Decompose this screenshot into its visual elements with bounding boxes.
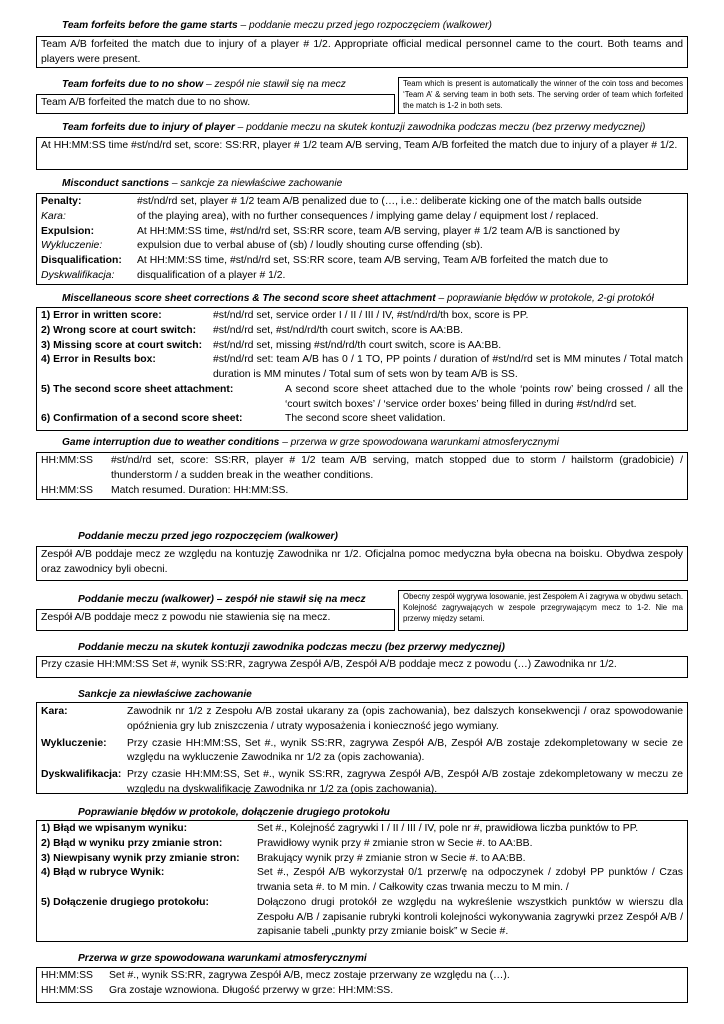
pl-misconduct-row: Kara: Zawodnik nr 1/2 z Zespołu A/B został ukarany za (opis zachowania), bez dalszych konsekwencji / oraz spowodowanie opóźnienia gry lub zniszczenia / utraty wyposażenia i konieczność jego wymiany. bbox=[41, 706, 683, 732]
pl-heading-injury: Poddanie meczu na skutek kontuzji zawodnika podczas meczu (bez przerwy medycznej) bbox=[78, 642, 505, 653]
en-heading-injury: Team forfeits due to injury of player – poddanie meczu na skutek kontuzji zawodnika podczas meczu (bez przerwy medycznej) bbox=[62, 122, 646, 133]
en-heading-walkover: Team forfeits before the game starts – poddanie meczu przed jego rozpoczęciem (walkower) bbox=[62, 20, 492, 31]
pl-weather-row: HH:MM:SS Set #., wynik SS:RR, zagrywa Zespół A/B, mecz zostaje przerwany ze względu na (…). bbox=[41, 970, 510, 981]
pl-heading-misconduct: Sankcje za niewłaściwe zachowanie bbox=[78, 689, 252, 700]
pl-weather-row: HH:MM:SS Gra zostaje wznowiona. Długość przerwy w grze: HH:MM:SS. bbox=[41, 984, 394, 996]
en-weather-row: HH:MM:SS #st/nd/rd set, score: SS:RR, player # 1/2 team A/B serving, match stopped due to storm / hailstorm (gradobicie) / thunderstorm / a sudden break in the weather conditions. bbox=[41, 455, 683, 481]
en-misconduct-disqualification: Disqualification: Dyskwalifikacja: At HH:MM:SS time, #st/nd/rd set, SS:RR score, team A/B serving, Team A/B forfeited the match due to disqualification of a player # 1/2. bbox=[41, 255, 609, 281]
pl-heading-no-show: Poddanie meczu (walkower) – zespół nie stawił się na mecz bbox=[78, 594, 366, 605]
pl-heading-corrections: Poprawianie błędów w protokole, dołączenie drugiego protokołu bbox=[78, 807, 390, 818]
en-heading-no-show: Team forfeits due to no show – zespół nie stawił się na mecz bbox=[62, 79, 346, 90]
en-no-show-note: Team which is present is automatically the winner of the coin toss and becomes ‘Team A’ & serving team in both sets. The serving order of team which forfeited the match is 1-2 in both sets. bbox=[398, 77, 688, 114]
en-misconduct-expulsion: Expulsion: Wykluczenie: At HH:MM:SS time, #st/nd/rd set, SS:RR score, team A/B serving, player # 1/2 team A/B is sanctioned by expulsion due to verbal abuse of (sb) / loudly shouting curse offending (sb). bbox=[41, 225, 620, 252]
pl-correction-row: 3) Niewpisany wynik przy zmianie stron: Brakujący wynik przy # zmianie stron w Secie #. to AA:BB. bbox=[41, 852, 526, 864]
pl-heading-weather: Przerwa w grze spowodowana warunkami atmosferycznymi bbox=[78, 953, 367, 964]
en-correction-row: 6) Confirmation of a second score sheet: The second score sheet validation. bbox=[41, 413, 446, 425]
en-correction-row: 2) Wrong score at court switch: #st/nd/rd set, #st/nd/rd/th court switch, score is AA:BB. bbox=[41, 324, 464, 336]
pl-correction-row: 2) Błąd w wyniku przy zmianie stron: Prawidłowy wynik przy # zmianie stron w Secie #. to AA:BB. bbox=[41, 837, 533, 849]
en-correction-row: 3) Missing score at court switch: #st/nd/rd set, missing #st/nd/rd/th court switch, score is AA:BB. bbox=[41, 339, 502, 351]
en-no-show-box: Team A/B forfeited the match due to no show. bbox=[36, 94, 395, 114]
pl-misconduct-row: Wykluczenie: Przy czasie HH:MM:SS, Set #., wynik SS:RR, zagrywa Zespół A/B, Zespół A/B zostaje zdekompletowany w secie ze względu na wykluczenie Zawodnika nr 1/2 za (opis zachowania). bbox=[41, 737, 683, 764]
en-correction-row: 4) Error in Results box: #st/nd/rd set: team A/B has 0 / 1 TO, PP points / duration of #st/nd/rd set is MM minutes / Total match duration is MM minutes / Total sum of sets won by team A/B is SS. bbox=[41, 354, 683, 381]
pl-corrections-box bbox=[36, 820, 688, 942]
pl-no-show-box: Zespół A/B poddaje mecz z powodu nie stawienia się na mecz. bbox=[36, 609, 395, 631]
pl-misconduct-row: Dyskwalifikacja: Przy czasie HH:MM:SS, Set #., wynik SS:RR, zagrywa Zespół A/B, Zespół A/B zostaje zdekompletowany w meczu ze względu na dyskwalifikację Zawodnika nr 1/2 za (opis zachowania). bbox=[41, 769, 683, 795]
en-injury-box: At HH:MM:SS time #st/nd/rd set, score: SS:RR, player # 1/2 team A/B serving, Team A/B forfeited the match due to injury of a player # 1/2. bbox=[36, 137, 688, 170]
pl-injury-box: Przy czasie HH:MM:SS Set #, wynik SS:RR, zagrywa Zespół A/B, Zespół A/B poddaje mecz z powodu (…) Zawodnika nr 1/2. bbox=[36, 656, 688, 678]
pl-correction-row: 4) Błąd w rubryce Wynik: Set #., Zespół A/B wykorzystał 0/1 przerw/ę na odpoczynek / zdobył PP punktów / Czas trwania seta #. to M min. / Całkowity czas trwania meczu to M min. / bbox=[41, 867, 683, 894]
pl-correction-row: 5) Dołączenie drugiego protokołu: Dołączono drugi protokół ze względu na wykreślenie wszystkich punktów w wierszu dla Zespołu A/B / zapisanie rubryki kontroli kolejności wykonywania zagrywki przez Zespół A/B / zapisanie tabeli „punkty przy zmianie boisk” w Secie #. bbox=[41, 896, 683, 938]
en-walkover-box: Team A/B forfeited the match due to injury of a player # 1/2. Appropriate official medical personnel came to the court. Both teams and players were present. bbox=[36, 36, 688, 68]
en-weather-row: HH:MM:SS Match resumed. Duration: HH:MM:SS. bbox=[41, 484, 289, 496]
pl-walkover-box: Zespół A/B poddaje mecz ze względu na kontuzję Zawodnika nr 1/2. Oficjalna pomoc medyczna była obecna na boisku. Obydwa zespoły oraz zawodnicy byli obecni. bbox=[36, 546, 688, 581]
en-heading-corrections: Miscellaneous score sheet corrections & The second score sheet attachment – poprawianie błędów w protokole, 2-gi protokół bbox=[62, 293, 654, 304]
en-correction-row: 5) The second score sheet attachment: A second score sheet attached due to the whole ‘points row’ being crossed / all the ‘court switch boxes’ / ‘service order boxes’ being filled in during #st/nd/rd set. bbox=[41, 383, 683, 410]
pl-heading-walkover: Poddanie meczu przed jego rozpoczęciem (walkower) bbox=[78, 531, 338, 542]
pl-no-show-note: Obecny zespół wygrywa losowanie, jest Zespołem A i zagrywa w obydwu setach. Kolejność zagrywających w zespole przegrywającym mecz to 1-2. Nie ma przerwy między setami. bbox=[398, 590, 688, 631]
pl-misconduct-box bbox=[36, 702, 688, 794]
en-heading-misconduct: Misconduct sanctions – sankcje za niewłaściwe zachowanie bbox=[62, 178, 343, 189]
en-correction-row: 1) Error in written score: #st/nd/rd set, service order I / II / III / IV, #st/nd/rd/th box, score is PP. bbox=[41, 310, 529, 321]
en-misconduct-penalty: Penalty: Kara: #st/nd/rd set, player # 1/2 team A/B penalized due to (…, i.e.: deliberate kicking one of the match balls outside of the playing area), with no further consequences / implying game delay / equipment lost / replaced. bbox=[41, 196, 642, 222]
pl-weather-box bbox=[36, 967, 688, 1003]
pl-correction-row: 1) Błąd we wpisanym wyniku: Set #., Kolejność zagrywki I / II / III / IV, pole nr #, prawidłowa liczba punktów to PP. bbox=[41, 823, 639, 834]
en-corrections-box bbox=[36, 307, 688, 431]
en-weather-box bbox=[36, 452, 688, 500]
en-heading-weather: Game interruption due to weather conditions – przerwa w grze spowodowana warunkami atmosferycznymi bbox=[62, 437, 560, 448]
en-misconduct-box bbox=[36, 193, 688, 285]
